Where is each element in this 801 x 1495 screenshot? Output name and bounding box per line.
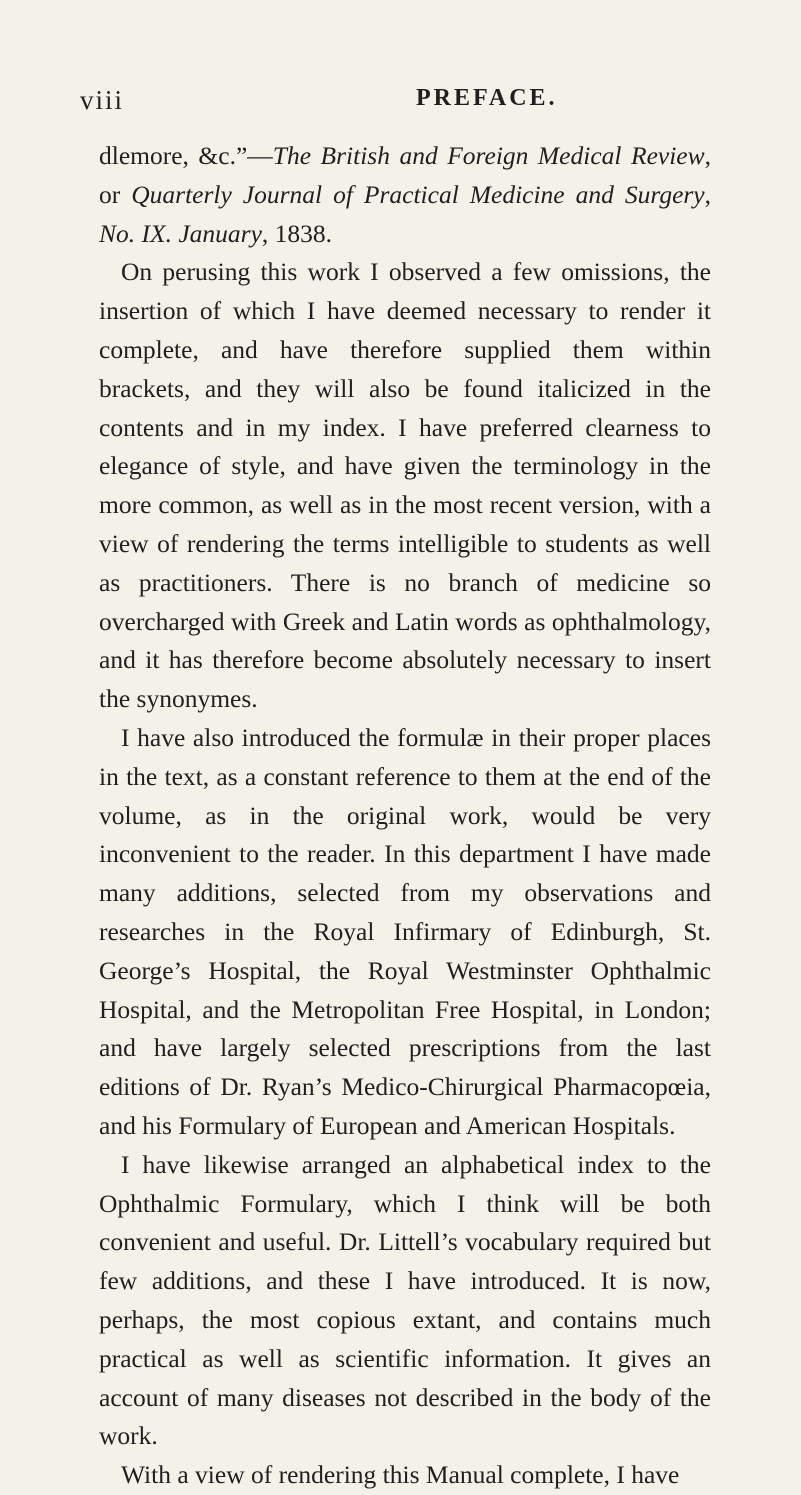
body-text (99, 137, 711, 1495)
journal-subtitle: Quarterly Journal of Practical Medicine and Surgery (131, 179, 705, 209)
text-run: , or (99, 141, 711, 209)
paragraph: I have likewise arranged an alphabetical index to the Ophthalmic Formulary, which I think will be both convenient and useful. Dr. Littell’s vocabulary required but few additions, and these I have introduced. It is now, perhaps, the most copious extant, and contains much practical as well as scientific information. It gives an account of many diseases not described in the body of the work. (99, 1149, 711, 1451)
paragraph-continued (99, 137, 711, 253)
journal-title: The British and Foreign Medical Review (272, 141, 705, 170)
text-run: , 1838. (261, 218, 333, 248)
text-run: , (704, 179, 711, 209)
page-number: viii (80, 85, 125, 115)
running-head: PREFACE. (416, 85, 558, 111)
paragraph: On perusing this work I observed a few omissions, the insertion of which I have deemed necessary to render it complete, and have therefore supplied them within brackets, and they will also be found italicized in the contents and in my index. I have preferred clearness to elegance of style, and have given the terminology in the more common, as well as in the most recent version, with a view of rendering the terms intelligible to students as well as practitioners. There is no branch of medicine so overcharged with Greek and Latin words as ophthalmology, and it has therefore become absolutely necessary to insert the synonymes. (99, 257, 711, 714)
page-header (80, 85, 721, 121)
paragraph: With a view of rendering this Manual complete, I have (121, 1460, 680, 1490)
text-run: dlemore, &c.”— (99, 141, 273, 170)
paragraph: I have also introduced the formulæ in their proper places in the text, as a constant reference to them at the end of the volume, as in the original work, would be very inconvenient to the reader. In this department I have made many additions, selected from my observations and researches in the Royal Infirmary of Edinburgh, St. George’s Hospital, the Royal Westminster Ophthalmic Hospital, and the Metropolitan Free Hospital, in London; and have largely selected prescriptions from the last editions of Dr. Ryan’s Medico-Chirurgical Pharmacopœia, and his Formulary of European and American Hospitals. (99, 722, 711, 1140)
journal-issue: No. IX. January (99, 218, 262, 248)
